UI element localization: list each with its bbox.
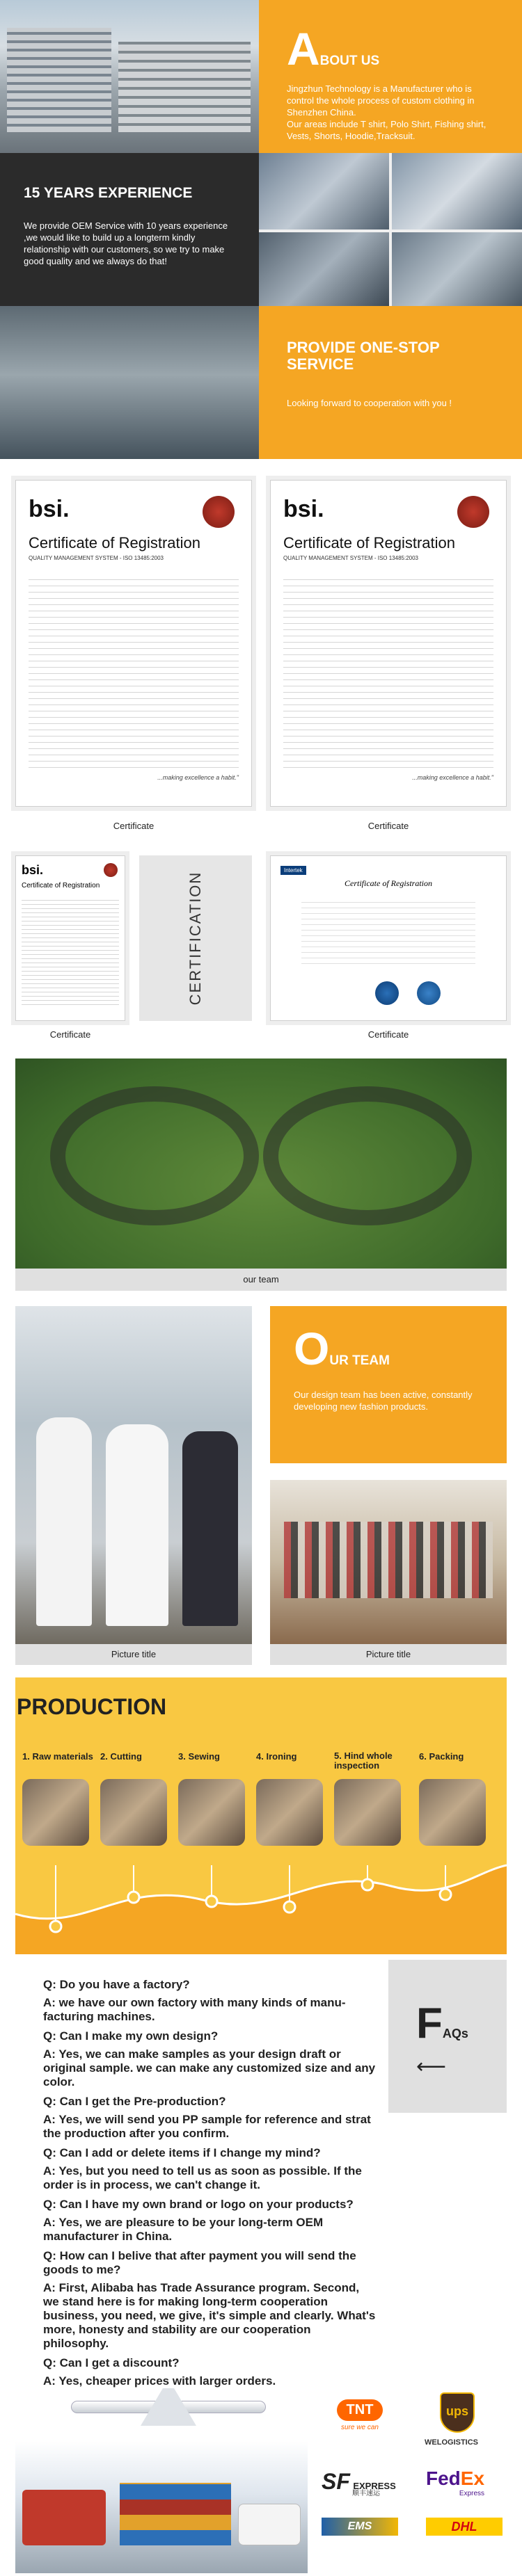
faq-question: Q: Can I add or delete items if I change my mind?	[43, 2146, 321, 2159]
intertek-certificate	[270, 855, 507, 1021]
container-stack	[120, 2483, 231, 2545]
step-label-2: 2. Cutting	[100, 1751, 142, 1762]
sewing-photo-2	[392, 153, 522, 230]
faq-title-box	[388, 1960, 507, 2113]
ups-logo: ups	[440, 2392, 475, 2433]
dhl-logo: DHL	[426, 2518, 503, 2536]
experience-box	[0, 153, 259, 306]
faq-answer: A: Yes, we can make samples as your design draft or original sample. we can make any customized size and any color.	[43, 2047, 376, 2088]
certificate-tagline: ...making excellence a habit."	[412, 774, 493, 781]
faq-title: FAQs	[416, 1999, 468, 2047]
certificate-body	[301, 897, 475, 967]
truck-icon	[22, 2490, 106, 2545]
faq-answer: A: Yes, cheaper prices with larger orders.	[43, 2374, 276, 2388]
about-section	[0, 0, 522, 459]
faq-answer: A: First, Alibaba has Trade Assurance program. Second, we stand here is for making long-term cooperation business, you need, we give, it's simple and clearly. What's more, honesty and stability are our cooperation philosophy.	[43, 2281, 376, 2350]
certificate-caption-2: Certificate	[367, 821, 409, 831]
one-stop-box	[259, 306, 522, 459]
faq-question: Q: How can I belive that after payment you will send the goods to me?	[43, 2249, 356, 2276]
faq-answer: A: Yes, but you need to tell us as soon as possible. If the order is in process, we can't change it.	[43, 2164, 362, 2191]
welogistics-logo: WELOGISTICS	[425, 2438, 479, 2447]
sf-express-logo: SF EXPRESS 顺丰速运	[322, 2469, 396, 2497]
bsi-certificate-2	[270, 480, 507, 807]
certification-side-panel	[139, 855, 252, 1021]
step-label-5: 5. Hind whole inspection	[334, 1750, 393, 1771]
step-label-3: 3. Sewing	[178, 1751, 220, 1762]
one-stop-text: Looking forward to cooperation with you !	[287, 398, 452, 408]
certificate-caption-1: Certificate	[113, 821, 155, 831]
workshop-photo	[0, 306, 259, 459]
ironing-photo	[256, 1779, 323, 1846]
showroom-caption-bar	[270, 1644, 507, 1665]
production-steps	[22, 1751, 503, 1849]
step-label-1: 1. Raw materials	[22, 1751, 93, 1762]
our-team-box	[270, 1306, 507, 1463]
certificate-subtitle: QUALITY MANAGEMENT SYSTEM - ISO 13485:2003	[283, 555, 418, 561]
faq-list	[43, 1978, 377, 2388]
about-us-title: ABOUT US	[287, 23, 380, 74]
team-caption-bar	[15, 1269, 507, 1291]
bsi-certificate-small	[15, 855, 125, 1021]
our-team-text: Our design team has been active, constantly developing new fashion products.	[294, 1390, 473, 1412]
faq-answer: A: we have our own factory with many kinds of manu-facturing machines.	[43, 1996, 346, 2023]
certificate-subtitle: QUALITY MANAGEMENT SYSTEM - ISO 13485:2003	[29, 555, 164, 561]
about-us-text: Jingzhun Technology is a Manufacturer who is control the whole process of custom clothing in Shenzhen China. Our areas include T shirt, Polo Shirt, Fishing shirt, Vests, Shorts, Hoodie,Tracksuit.	[287, 83, 487, 141]
our-team-title: OUR TEAM	[294, 1323, 390, 1374]
bsi-logo: bsi.	[283, 496, 324, 522]
exhibition-caption-bar	[15, 1644, 252, 1665]
faq-question: Q: Can I have my own brand or logo on your products?	[43, 2198, 354, 2211]
intertek-title: Certificate of Registration	[345, 878, 432, 888]
ems-logo: EMS	[322, 2518, 398, 2536]
about-us-box	[259, 0, 522, 153]
faq-question: Q: Can I make my own design?	[43, 2029, 219, 2043]
certificate-caption-4: Certificate	[367, 1029, 409, 1040]
one-stop-title: PROVIDE ONE-STOP SERVICE	[287, 339, 440, 373]
certificate-body	[22, 896, 119, 1008]
certificate-body	[29, 574, 239, 768]
certificate-body	[283, 574, 493, 768]
seal-icon-2	[417, 981, 441, 1005]
fedex-logo: FedEx Express	[426, 2468, 485, 2497]
tnt-logo: TNT sure we can	[322, 2399, 398, 2448]
raw-materials-photo	[22, 1779, 89, 1846]
faq-answer: A: Yes, we are pleasure to be your long-term OEM manufacturer in China.	[43, 2216, 324, 2243]
packing-photo	[419, 1779, 486, 1846]
seal-icon	[375, 981, 399, 1005]
picture-caption-1: Picture title	[111, 1649, 157, 1659]
picture-caption-2: Picture title	[365, 1649, 411, 1659]
royal-crest-icon	[457, 496, 489, 528]
production-section	[15, 1677, 507, 1954]
bsi-logo: bsi.	[22, 863, 44, 877]
certificate-title: Certificate of Registration	[22, 882, 100, 889]
certificate-caption-3: Certificate	[49, 1029, 91, 1040]
inspection-photo	[334, 1779, 401, 1846]
van-icon	[238, 2504, 301, 2545]
faq-question: Q: Do you have a factory?	[43, 1978, 190, 1991]
certificate-tagline: ...making excellence a habit."	[157, 774, 239, 781]
factory-building-photo	[0, 0, 259, 153]
cutting-photo	[100, 1779, 167, 1846]
production-title: PRODUCTION	[17, 1694, 167, 1719]
experience-title: 15 YEARS EXPERIENCE	[24, 185, 193, 201]
exhibition-photo	[15, 1306, 252, 1644]
logistics-section	[15, 2372, 507, 2576]
certificate-title: Certificate of Registration	[29, 534, 200, 552]
production-timeline-wave	[15, 1837, 507, 1954]
team-caption: our team	[243, 1274, 279, 1285]
shipping-container-scene	[15, 2441, 308, 2573]
sewing-photo-4	[392, 232, 522, 306]
step-label-4: 4. Ironing	[256, 1751, 297, 1762]
faq-question: Q: Can I get the Pre-production?	[43, 2095, 226, 2108]
certificate-title: Certificate of Registration	[283, 534, 455, 552]
arrow-left-icon: ⟵	[416, 2055, 447, 2078]
bsi-certificate-1	[15, 480, 252, 807]
team-group-photo	[15, 1058, 507, 1269]
royal-crest-icon	[104, 863, 118, 877]
step-label-6: 6. Packing	[419, 1751, 464, 1762]
bsi-logo: bsi.	[29, 496, 70, 522]
sewing-photo-1	[259, 153, 389, 230]
airplane-icon	[71, 2385, 280, 2427]
faq-answer: A: Yes, we will send you PP sample for reference and strat the production after you confirm.	[43, 2113, 371, 2140]
sewing-photo-3	[259, 232, 389, 306]
experience-text: We provide OEM Service with 10 years experience ,we would like to build up a longterm kindly relationship with our customers, so we try to make good quality and we always do that!	[24, 220, 228, 266]
faq-section	[15, 1960, 507, 2388]
certification-label: CERTIFICATION	[187, 871, 204, 1006]
royal-crest-icon	[203, 496, 235, 528]
sewing-photo	[178, 1779, 245, 1846]
showroom-photo	[270, 1480, 507, 1644]
faq-question: Q: Can I get a discount?	[43, 2356, 180, 2369]
intertek-logo: Intertek	[280, 866, 306, 875]
